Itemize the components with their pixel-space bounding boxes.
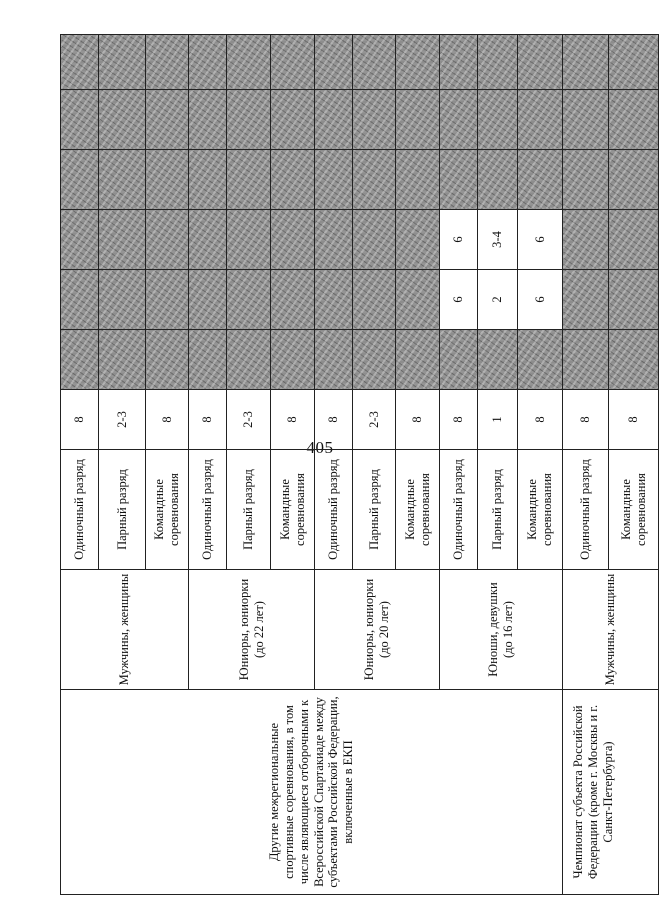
place-cell: 8 bbox=[563, 390, 609, 450]
rank-value-cell bbox=[271, 270, 315, 330]
discipline-cell: Парный разряд bbox=[227, 450, 271, 570]
age-group-cell: Мужчины, женщины bbox=[61, 570, 189, 690]
place-cell: 8 bbox=[518, 390, 563, 450]
rank-value-cell bbox=[609, 210, 659, 270]
age-group-cell: Юниоры, юниорки (до 22 лет) bbox=[189, 570, 315, 690]
rank-value-cell bbox=[99, 150, 146, 210]
rank-value-cell bbox=[518, 150, 563, 210]
discipline-cell: Командные соревнования bbox=[396, 450, 440, 570]
rank-value-cell bbox=[563, 35, 609, 90]
sports-ranking-table bbox=[60, 34, 659, 895]
place-cell: 8 bbox=[440, 390, 478, 450]
rank-value-cell: 2 bbox=[478, 270, 518, 330]
place-cell: 2-3 bbox=[227, 390, 271, 450]
rank-value-cell bbox=[61, 150, 99, 210]
rank-value-cell bbox=[189, 210, 227, 270]
discipline-cell: Командные соревнования bbox=[146, 450, 189, 570]
rank-value-cell bbox=[271, 150, 315, 210]
rank-value-cell bbox=[396, 210, 440, 270]
rank-value-cell bbox=[227, 90, 271, 150]
rank-value-cell bbox=[315, 150, 353, 210]
age-group-cell: Юноши, девушки (до 16 лет) bbox=[440, 570, 563, 690]
rank-value-cell bbox=[396, 150, 440, 210]
rank-value-cell bbox=[189, 150, 227, 210]
rank-value-cell bbox=[271, 35, 315, 90]
rank-value-cell bbox=[353, 330, 396, 390]
rank-value-cell bbox=[146, 210, 189, 270]
place-cell: 1 bbox=[478, 390, 518, 450]
age-group-cell: Юниоры, юниорки (до 20 лет) bbox=[315, 570, 440, 690]
rank-value-cell bbox=[99, 270, 146, 330]
rank-value-cell bbox=[563, 330, 609, 390]
rank-value-cell bbox=[396, 90, 440, 150]
rank-value-cell bbox=[353, 150, 396, 210]
place-cell: 8 bbox=[396, 390, 440, 450]
rank-value-cell bbox=[518, 35, 563, 90]
rank-value-cell bbox=[227, 35, 271, 90]
rotated-table-wrapper bbox=[60, 35, 648, 895]
age-group-cell: Мужчины, женщины bbox=[563, 570, 659, 690]
rank-value-cell bbox=[146, 35, 189, 90]
rank-value-cell: 6 bbox=[440, 270, 478, 330]
discipline-cell: Одиночный разряд bbox=[440, 450, 478, 570]
rank-value-cell bbox=[609, 270, 659, 330]
discipline-cell: Командные соревнования bbox=[271, 450, 315, 570]
rank-value-cell bbox=[563, 270, 609, 330]
rank-value-cell bbox=[609, 35, 659, 90]
rank-value-cell bbox=[563, 150, 609, 210]
page-number: 405 bbox=[306, 438, 334, 457]
discipline-cell: Парный разряд bbox=[99, 450, 146, 570]
rank-value-cell bbox=[189, 330, 227, 390]
rank-value-cell bbox=[478, 150, 518, 210]
place-cell: 8 bbox=[271, 390, 315, 450]
place-cell: 8 bbox=[315, 390, 353, 450]
rank-value-cell bbox=[478, 90, 518, 150]
event-name-cell: Другие межрегиональные спортивные соревнования, в том числе являющиеся отборочными к Всероссийской Спартакиаде между субъектами Российской Федерации, включенные в ЕКП bbox=[61, 690, 563, 895]
rank-value-cell bbox=[315, 330, 353, 390]
rank-value-cell bbox=[478, 35, 518, 90]
rank-value-cell bbox=[146, 270, 189, 330]
discipline-cell: Парный разряд bbox=[478, 450, 518, 570]
rank-value-cell bbox=[563, 90, 609, 150]
rank-value-cell bbox=[315, 35, 353, 90]
rank-value-cell bbox=[61, 90, 99, 150]
rank-value-cell bbox=[518, 330, 563, 390]
rank-value-cell bbox=[271, 210, 315, 270]
rank-value-cell: 6 bbox=[518, 210, 563, 270]
discipline-cell: Одиночный разряд bbox=[315, 450, 353, 570]
rank-value-cell bbox=[227, 150, 271, 210]
rank-value-cell bbox=[353, 35, 396, 90]
rank-value-cell bbox=[396, 330, 440, 390]
rank-value-cell bbox=[315, 210, 353, 270]
discipline-cell: Одиночный разряд bbox=[61, 450, 99, 570]
rank-value-cell bbox=[61, 35, 99, 90]
rank-value-cell bbox=[99, 35, 146, 90]
rank-value-cell bbox=[440, 330, 478, 390]
rank-value-cell bbox=[271, 90, 315, 150]
place-cell: 2-3 bbox=[99, 390, 146, 450]
rank-value-cell bbox=[440, 150, 478, 210]
rank-value-cell bbox=[563, 210, 609, 270]
rank-value-cell bbox=[61, 330, 99, 390]
rank-value-cell bbox=[99, 90, 146, 150]
table-body bbox=[61, 35, 659, 895]
rank-value-cell bbox=[609, 90, 659, 150]
table-row bbox=[563, 35, 609, 895]
discipline-cell: Парный разряд bbox=[353, 450, 396, 570]
rank-value-cell bbox=[61, 270, 99, 330]
rank-value-cell bbox=[227, 330, 271, 390]
rank-value-cell bbox=[146, 150, 189, 210]
place-cell: 2-3 bbox=[353, 390, 396, 450]
discipline-cell: Командные соревнования bbox=[609, 450, 659, 570]
rank-value-cell bbox=[396, 270, 440, 330]
event-name-cell: Чемпионат субъекта Российской Федерации (кроме г. Москвы и г. Санкт-Петербурга) bbox=[563, 690, 659, 895]
rank-value-cell bbox=[146, 330, 189, 390]
rank-value-cell bbox=[227, 270, 271, 330]
rank-value-cell bbox=[99, 210, 146, 270]
rank-value-cell bbox=[189, 270, 227, 330]
rank-value-cell: 3-4 bbox=[478, 210, 518, 270]
place-cell: 8 bbox=[146, 390, 189, 450]
rank-value-cell: 6 bbox=[440, 210, 478, 270]
rank-value-cell bbox=[189, 35, 227, 90]
rank-value-cell bbox=[440, 35, 478, 90]
table-row bbox=[61, 35, 99, 895]
rank-value-cell bbox=[189, 90, 227, 150]
place-cell: 8 bbox=[61, 390, 99, 450]
rank-value-cell bbox=[609, 330, 659, 390]
rank-value-cell bbox=[353, 90, 396, 150]
rank-value-cell bbox=[440, 90, 478, 150]
discipline-cell: Одиночный разряд bbox=[189, 450, 227, 570]
rank-value-cell bbox=[271, 330, 315, 390]
rank-value-cell bbox=[99, 330, 146, 390]
discipline-cell: Одиночный разряд bbox=[563, 450, 609, 570]
rank-value-cell bbox=[227, 210, 271, 270]
rank-value-cell bbox=[61, 210, 99, 270]
rank-value-cell bbox=[353, 270, 396, 330]
rank-value-cell bbox=[146, 90, 189, 150]
rank-value-cell bbox=[478, 330, 518, 390]
rank-value-cell bbox=[609, 150, 659, 210]
discipline-cell: Командные соревнования bbox=[518, 450, 563, 570]
place-cell: 8 bbox=[189, 390, 227, 450]
rank-value-cell bbox=[315, 270, 353, 330]
rank-value-cell: 6 bbox=[518, 270, 563, 330]
rank-value-cell bbox=[396, 35, 440, 90]
rank-value-cell bbox=[353, 210, 396, 270]
rank-value-cell bbox=[315, 90, 353, 150]
place-cell: 8 bbox=[609, 390, 659, 450]
rank-value-cell bbox=[518, 90, 563, 150]
